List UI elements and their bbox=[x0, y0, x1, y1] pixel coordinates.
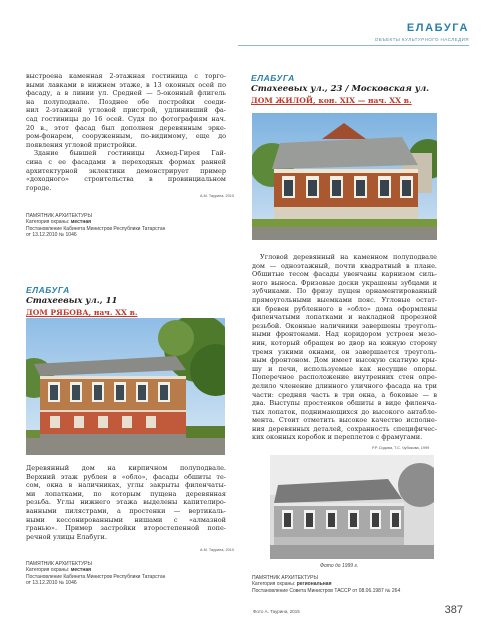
left-bottom-text-line: гранью». Пример застройки второстепенной попе- bbox=[26, 524, 226, 533]
right-text-line: ными фронтонами. Над коридором устроен мезо- bbox=[252, 330, 437, 339]
left-top-text-line: фасаду, а в линии ул. Средней — 5-оконный флигель bbox=[26, 89, 226, 98]
monument-decree: Постановление Кабинета Министров Республики Татарстан bbox=[26, 573, 166, 580]
left-monument-info-1 bbox=[26, 213, 165, 239]
archive-bw-photo bbox=[270, 455, 434, 559]
left-bottom-text-line: резьба. Углы нижнего этажа выделены капителиро- bbox=[26, 498, 226, 507]
monument-type: ПАМЯТНИК АРХИТЕКТУРЫ bbox=[252, 575, 318, 581]
left-top-text bbox=[26, 72, 226, 192]
ryabov-house-photo bbox=[26, 318, 225, 455]
right-text-line: прямоугольными выемками пояс. Угловые остат- bbox=[252, 295, 437, 304]
entry-title: ДОМ РЯБОВА, нач. ХХ в. bbox=[26, 308, 138, 317]
monument-type: ПАМЯТНИК АРХИТЕКТУРЫ bbox=[26, 561, 92, 567]
left-top-text-line: выстроена каменная 2-этажная гостиница с торго- bbox=[26, 72, 226, 80]
header-title: ЕЛАБУГА bbox=[406, 22, 469, 34]
right-text-line: дом — одноэтажный, почти квадратный в плане. bbox=[252, 261, 437, 270]
monument-decree: Постановление Совета Министров ТАССР от 08.06.1987 № 264 bbox=[252, 587, 401, 594]
footer-photo-credit: Фото А. Таурина, 2015 bbox=[253, 609, 300, 614]
monument-decree: Постановление Кабинета Министров Республики Татарстан bbox=[26, 225, 166, 232]
right-text-line: Обшитые тесом фасады увенчаны карнизом силь- bbox=[252, 270, 437, 279]
left-top-text-line: «доходного» строительства в провинциальном bbox=[26, 175, 226, 184]
page-number: 387 bbox=[444, 604, 463, 616]
right-text-line: тых лопаток, поднимающихся до высокого антабле- bbox=[252, 407, 437, 416]
left-top-text-line: появления угловой пристройки. bbox=[26, 140, 137, 149]
right-text-line: ным фронтоном. Дом имеет высокую скатную кры- bbox=[252, 356, 437, 365]
left-top-text-line: архитектурной эклектики демонстрирует пример bbox=[26, 166, 226, 175]
right-text-line: тремя узкими окнами, он завершается треуголь- bbox=[252, 347, 437, 356]
entry-city: ЕЛАБУГА bbox=[251, 73, 295, 83]
left-top-text-line: выми лавками в нижнем этаже, в 13 оконных осей по bbox=[26, 80, 226, 89]
left-top-text-line: нил 2-этажной угловой пристрой, удлинивший фа- bbox=[26, 106, 226, 115]
right-text bbox=[252, 253, 437, 442]
monument-category: Категория охраны: региональная bbox=[252, 581, 332, 588]
right-text-line: ния деревянных деталей, сохранность специфичес- bbox=[252, 424, 437, 433]
entry-city: ЕЛАБУГА bbox=[26, 285, 70, 295]
left-bottom-text-line: Верхний этаж рублен в «обло», фасады обшиты те- bbox=[26, 472, 226, 481]
left-bottom-text-line: Деревянный дом на кирпичном полуподвале. bbox=[26, 464, 226, 472]
left-bottom-author: А.М. Таурина, 2010 bbox=[200, 548, 234, 552]
right-text-line: делило членение длинного уличного фасада на три bbox=[252, 381, 437, 390]
right-text-line: зубчиками. По фризу пущен орнаментированный bbox=[252, 287, 437, 296]
left-top-author: А.М. Таурина, 2010 bbox=[200, 194, 234, 198]
left-monument-info-2 bbox=[26, 561, 165, 587]
monument-decree-date: от 13.12.2010 № 1046 bbox=[26, 580, 77, 587]
right-text-line: мента. Стоит отметить высокое качество исполне- bbox=[252, 416, 437, 425]
right-text-line: два. Выступы простенков обшиты в виде филенча- bbox=[252, 399, 437, 408]
left-top-text-line: 20 в., этот фасад был дополнен деревянным эрке- bbox=[26, 123, 226, 132]
right-text-author: Р.Р. Сидова, Т.С. Чубикова, 1999 bbox=[372, 446, 430, 450]
entry-street: Стахеевых ул., 11 bbox=[26, 296, 118, 306]
right-text-line: ки бревен рубленного в «обло» дома оформлены bbox=[252, 304, 437, 313]
left-top-text-line: на полуподвале. Позднее обе постройки соеди- bbox=[26, 97, 226, 106]
corner-house-photo bbox=[252, 113, 437, 240]
monument-type: ПАМЯТНИК АРХИТЕКТУРЫ bbox=[26, 213, 92, 219]
left-bottom-text bbox=[26, 464, 226, 541]
left-entry-heading bbox=[26, 285, 138, 317]
right-text-line: ного выноса. Фризовые доски украшены зубцами и bbox=[252, 278, 437, 287]
monument-decree-date: от 13.12.2010 № 1046 bbox=[26, 232, 77, 239]
right-text-line: Поперечное расположение внутренних стен опре- bbox=[252, 373, 437, 382]
left-bottom-text-line: ми лопатками, по которым пущена деревянная bbox=[26, 489, 226, 498]
right-entry-heading bbox=[251, 73, 429, 105]
right-text-line: ких оконных коробок и переплетов с фрамугами. bbox=[252, 433, 423, 442]
left-bottom-text-line: сом, окна в наличниках, углы закрыты филенчаты- bbox=[26, 481, 226, 490]
right-text-line: филенчатыми лопатками и накладной прорезной bbox=[252, 313, 437, 322]
right-text-line: шу и печи, используемые как несущие опоры. bbox=[252, 364, 437, 373]
left-top-text-line: сад гостиницы до 16 осей. Судя по фотографиям нач. bbox=[26, 114, 226, 123]
monument-category: Категория охраны: местная bbox=[26, 567, 92, 574]
left-bottom-text-line: речной улицы Елабуги. bbox=[26, 532, 107, 541]
left-bottom-text-line: ванными пилястрами, а простенки — вертикаль- bbox=[26, 506, 226, 515]
right-text-line: части: средняя часть в три окна, а боковые — в bbox=[252, 390, 437, 399]
header-subtitle: ОБЪЕКТЫ КУЛЬТУРНОГО НАСЛЕДИЯ bbox=[374, 37, 469, 42]
monument-category: Категория охраны: местная bbox=[26, 219, 92, 226]
right-text-line: резьбой. Оконные наличники завершены треуголь- bbox=[252, 321, 437, 330]
left-bottom-text-line: ными кессонированными нишами с «алмазной bbox=[26, 515, 226, 524]
right-text-line: Угловой деревянный на каменном полуподвале bbox=[260, 253, 437, 261]
archive-photo-caption: Фото до 1999 г. bbox=[320, 563, 359, 569]
left-top-text-line: городе. bbox=[26, 183, 52, 192]
header-rule bbox=[238, 45, 469, 46]
entry-title: ДОМ ЖИЛОЙ, кон. XIX — нач. ХХ в. bbox=[251, 96, 412, 105]
left-top-text-line: сина с ее фасадами в переходных формах ранней bbox=[26, 157, 226, 166]
left-top-text-line: ром-фонарем, сооруженным, по-видимому, еще до bbox=[26, 132, 226, 141]
right-text-line: нин, который обращен во двор на южную сторону bbox=[252, 338, 437, 347]
right-monument-info bbox=[252, 575, 400, 594]
left-top-text-line: Здание бывшей гостиницы Ахмед-Гирея Гай- bbox=[34, 149, 226, 158]
entry-street: Стахеевых ул., 23 / Московская ул. bbox=[251, 84, 430, 94]
